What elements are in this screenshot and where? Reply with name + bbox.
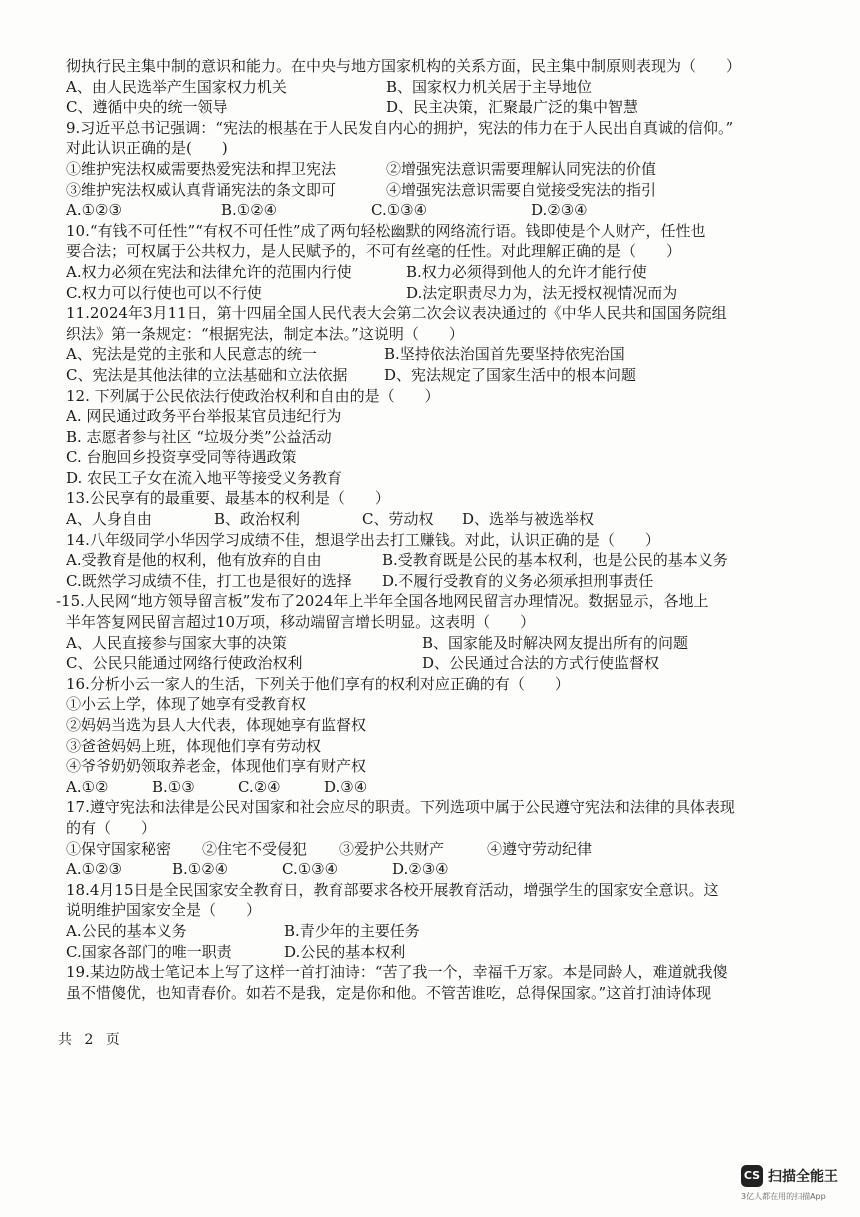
q11-option-c: C、宪法是其他法律的立法基础和立法依据 <box>66 365 348 384</box>
q10-options-row-2 <box>66 283 856 304</box>
q11-option-b: B.坚持依法治国首先要坚持依宪治国 <box>384 345 625 364</box>
q13-option-d: D、选举与被选举权 <box>462 510 595 529</box>
q12-option-a: A. 网民通过政务平台举报某官员违纪行为 <box>66 407 342 426</box>
q17-statements <box>66 839 856 860</box>
q19-stem-line-1: 19.某边防战士笔记本上写了这样一首打油诗：“苦了我一个，幸福千万家。本是同龄人，难道就我傻 <box>66 963 728 982</box>
q13-option-b: B、政治权利 <box>214 510 301 529</box>
q10-option-b: B.权力必须得到他人的允许才能行使 <box>406 262 647 281</box>
q18-options-row-1 <box>66 921 856 942</box>
q11-options-row-2 <box>66 365 856 386</box>
q11-options-row-1 <box>66 344 856 365</box>
q15-options-row-1 <box>66 633 856 654</box>
q13-options <box>66 509 856 530</box>
q11-option-a: A、宪法是党的主张和人民意志的统一 <box>66 345 317 364</box>
q14-option-d: D.不履行受教育的义务必须承担刑事责任 <box>382 571 654 590</box>
q15-options-row-2 <box>66 653 856 674</box>
q18-option-a: A.公民的基本义务 <box>66 921 187 940</box>
q14-option-b: B.受教育既是公民的基本权利，也是公民的基本义务 <box>382 551 728 570</box>
q8-option-c: C、遵循中央的统一领导 <box>66 98 228 117</box>
q8-option-d: D、民主决策，汇聚最广泛的集中智慧 <box>386 98 639 117</box>
q16-option-c: C.②④ <box>238 777 281 796</box>
q9-option-c: C.①③④ <box>371 201 428 220</box>
q9-options <box>66 200 856 221</box>
q18-option-d: D.公民的基本权利 <box>284 942 406 961</box>
q11-stem-line-1: 11.2024年3月11日，第十四届全国人民代表大会第二次会议表决通过的《中华人民共和国国务院组 <box>66 304 727 323</box>
q16-statement-4: ④爷爷奶奶领取养老金，体现他们享有财产权 <box>66 757 367 776</box>
q17-statement-1: ①保守国家秘密 <box>66 839 172 858</box>
q17-options <box>66 859 856 880</box>
q10-option-a: A.权力必须在宪法和法律允许的范围内行使 <box>66 262 352 281</box>
q18-options-row-2 <box>66 942 856 963</box>
page-count-footer: 共 2 页 <box>58 1032 124 1048</box>
q13-option-a: A、人身自由 <box>66 510 152 529</box>
q15-option-b: B、国家能及时解决网友提出所有的问题 <box>422 633 689 652</box>
q15-stem-line-1: -15.人民网“地方领导留言板”发布了2024年上半年全国各地网民留言办理情况。数据显示，各地上 <box>56 592 709 611</box>
q10-option-d: D.法定职责尽力为，法无授权视情况而为 <box>406 283 678 302</box>
q8-options-row-1 <box>66 77 856 98</box>
q15-option-a: A、人民直接参与国家大事的决策 <box>66 633 287 652</box>
q9-option-d: D.②③④ <box>531 201 588 220</box>
q19-stem-line-2: 虽不惜傻优，也知青春价。如若不是我，定是你和他。不管苦谁吃，总得保国家。”这首打油诗体现 <box>66 983 712 1002</box>
q9-statement-1: ①维护宪法权威需要热爱宪法和捍卫宪法 <box>66 159 337 178</box>
q14-stem: 14.八年级同学小华因学习成绩不佳，想退学出去打工赚钱。对此，认识正确的是（ ） <box>66 530 660 549</box>
q12-option-b: B. 志愿者参与社区 “垃圾分类”公益活动 <box>66 427 332 446</box>
q17-statement-3: ③爱护公共财产 <box>339 839 445 858</box>
q16-statement-1: ①小云上学，体现了她享有受教育权 <box>66 695 307 714</box>
q16-option-d: D.③④ <box>324 777 368 796</box>
q17-option-b: B.①②④ <box>172 860 229 879</box>
q17-option-a: A.①②③ <box>66 860 122 879</box>
watermark-subtitle: 3亿人都在用的扫描App <box>741 1192 826 1201</box>
q13-stem: 13.公民享有的最重要、最基本的权利是（ ） <box>66 489 390 508</box>
q16-option-a: A.①② <box>66 777 109 796</box>
q18-option-b: B.青少年的主要任务 <box>284 921 420 940</box>
q8-option-b: B、国家权力机关居于主导地位 <box>386 77 593 96</box>
q9-statement-4: ④增强宪法意识需要自觉接受宪法的指引 <box>386 180 657 199</box>
q17-option-d: D.②③④ <box>392 860 449 879</box>
q11-option-d: D、宪法规定了国家生活中的根本问题 <box>384 365 637 384</box>
q9-stem-line-1: 9.习近平总书记强调：“宪法的根基在于人民发自内心的拥护，宪法的伟力在于人民出自真诚的信仰。” <box>66 118 734 137</box>
q11-stem-line-2: 织法》第一条规定：“根据宪法，制定本法。”这说明（ ） <box>66 324 464 343</box>
q9-stem-line-2: 对此认识正确的是( ) <box>66 139 228 158</box>
q17-stem-line-2: 的有（ ） <box>66 818 157 837</box>
q18-stem-line-1: 18.4月15日是全民国家安全教育日，教育部要求各校开展教育活动，增强学生的国家安全意识。这 <box>66 880 719 899</box>
q15-option-c: C、公民只能通过网络行使政治权利 <box>66 654 303 673</box>
q15-stem-line-2: 半年答复网民留言超过10万项，移动端留言增长明显。这表明（ ） <box>66 613 536 632</box>
q14-option-a: A.受教育是他的权利，他有放弃的自由 <box>66 551 322 570</box>
q14-options-row-1 <box>66 550 856 571</box>
q9-statement-2: ②增强宪法意识需要理解认同宪法的价值 <box>386 159 657 178</box>
q9-option-a: A.①②③ <box>66 201 122 220</box>
camscanner-logo-icon: CS <box>741 1165 763 1187</box>
q8-stem-line: 彻执行民主集中制的意识和能力。在中央与地方国家机构的关系方面，民主集中制原则表现为（ ） <box>66 57 742 75</box>
q8-options-row-2 <box>66 97 856 118</box>
q18-option-c: C.国家各部门的唯一职责 <box>66 942 232 961</box>
q9-statement-3: ③维护宪法权威认真背诵宪法的条文即可 <box>66 180 337 199</box>
q14-options-row-2 <box>66 571 856 592</box>
q15-option-d: D、公民通过合法的方式行使监督权 <box>422 654 660 673</box>
question-content <box>56 56 856 1003</box>
q14-option-c: C.既然学习成绩不佳，打工也是很好的选择 <box>66 571 352 590</box>
q10-option-c: C.权力可以行使也可以不行使 <box>66 283 262 302</box>
q16-statement-2: ②妈妈当选为县人大代表，体现她享有监督权 <box>66 716 367 734</box>
q16-stem: 16.分析小云一家人的生活，下列关于他们享有的权利对应正确的有（ ） <box>66 674 570 693</box>
q12-option-c: C. 台胞回乡投资享受同等待遇政策 <box>66 448 297 467</box>
q17-option-c: C.①③④ <box>282 860 339 879</box>
q16-statement-3: ③爸爸妈妈上班，体现他们享有劳动权 <box>66 736 322 755</box>
watermark-title: 扫描全能王 <box>768 1169 838 1185</box>
q9-statements-row-1 <box>66 159 856 180</box>
q10-stem-line-1: 10.“有钱不可任性”“有权不可任性”成了两句轻松幽默的网络流行语。钱即使是个人财产，任性也 <box>66 221 706 240</box>
q10-stem-line-2: 要合法；可权属于公共权力，是人民赋予的，不可有丝毫的任性。对此理解正确的是（ ） <box>66 242 682 261</box>
scanner-watermark <box>741 1165 851 1205</box>
q9-option-b: B.①②④ <box>221 201 278 220</box>
q13-option-c: C、劳动权 <box>362 510 434 529</box>
q17-statement-2: ②住宅不受侵犯 <box>202 839 308 858</box>
q12-stem: 12. 下列属于公民依法行使政治权利和自由的是（ ） <box>66 386 440 405</box>
q16-options <box>66 777 856 798</box>
q16-option-b: B.①③ <box>152 777 195 796</box>
q9-statements-row-2 <box>66 180 856 201</box>
q17-statement-4: ④遵守劳动纪律 <box>487 839 593 858</box>
q8-option-a: A、由人民选举产生国家权力机关 <box>66 77 287 96</box>
q18-stem-line-2: 说明维护国家安全是（ ） <box>66 901 262 920</box>
q10-options-row-1 <box>66 262 856 283</box>
q17-stem-line-1: 17.遵守宪法和法律是公民对国家和社会应尽的职责。下列选项中属于公民遵守宪法和法律的具体表现 <box>66 798 735 817</box>
q12-option-d: D. 农民工子女在流入地平等接受义务教育 <box>66 468 343 487</box>
